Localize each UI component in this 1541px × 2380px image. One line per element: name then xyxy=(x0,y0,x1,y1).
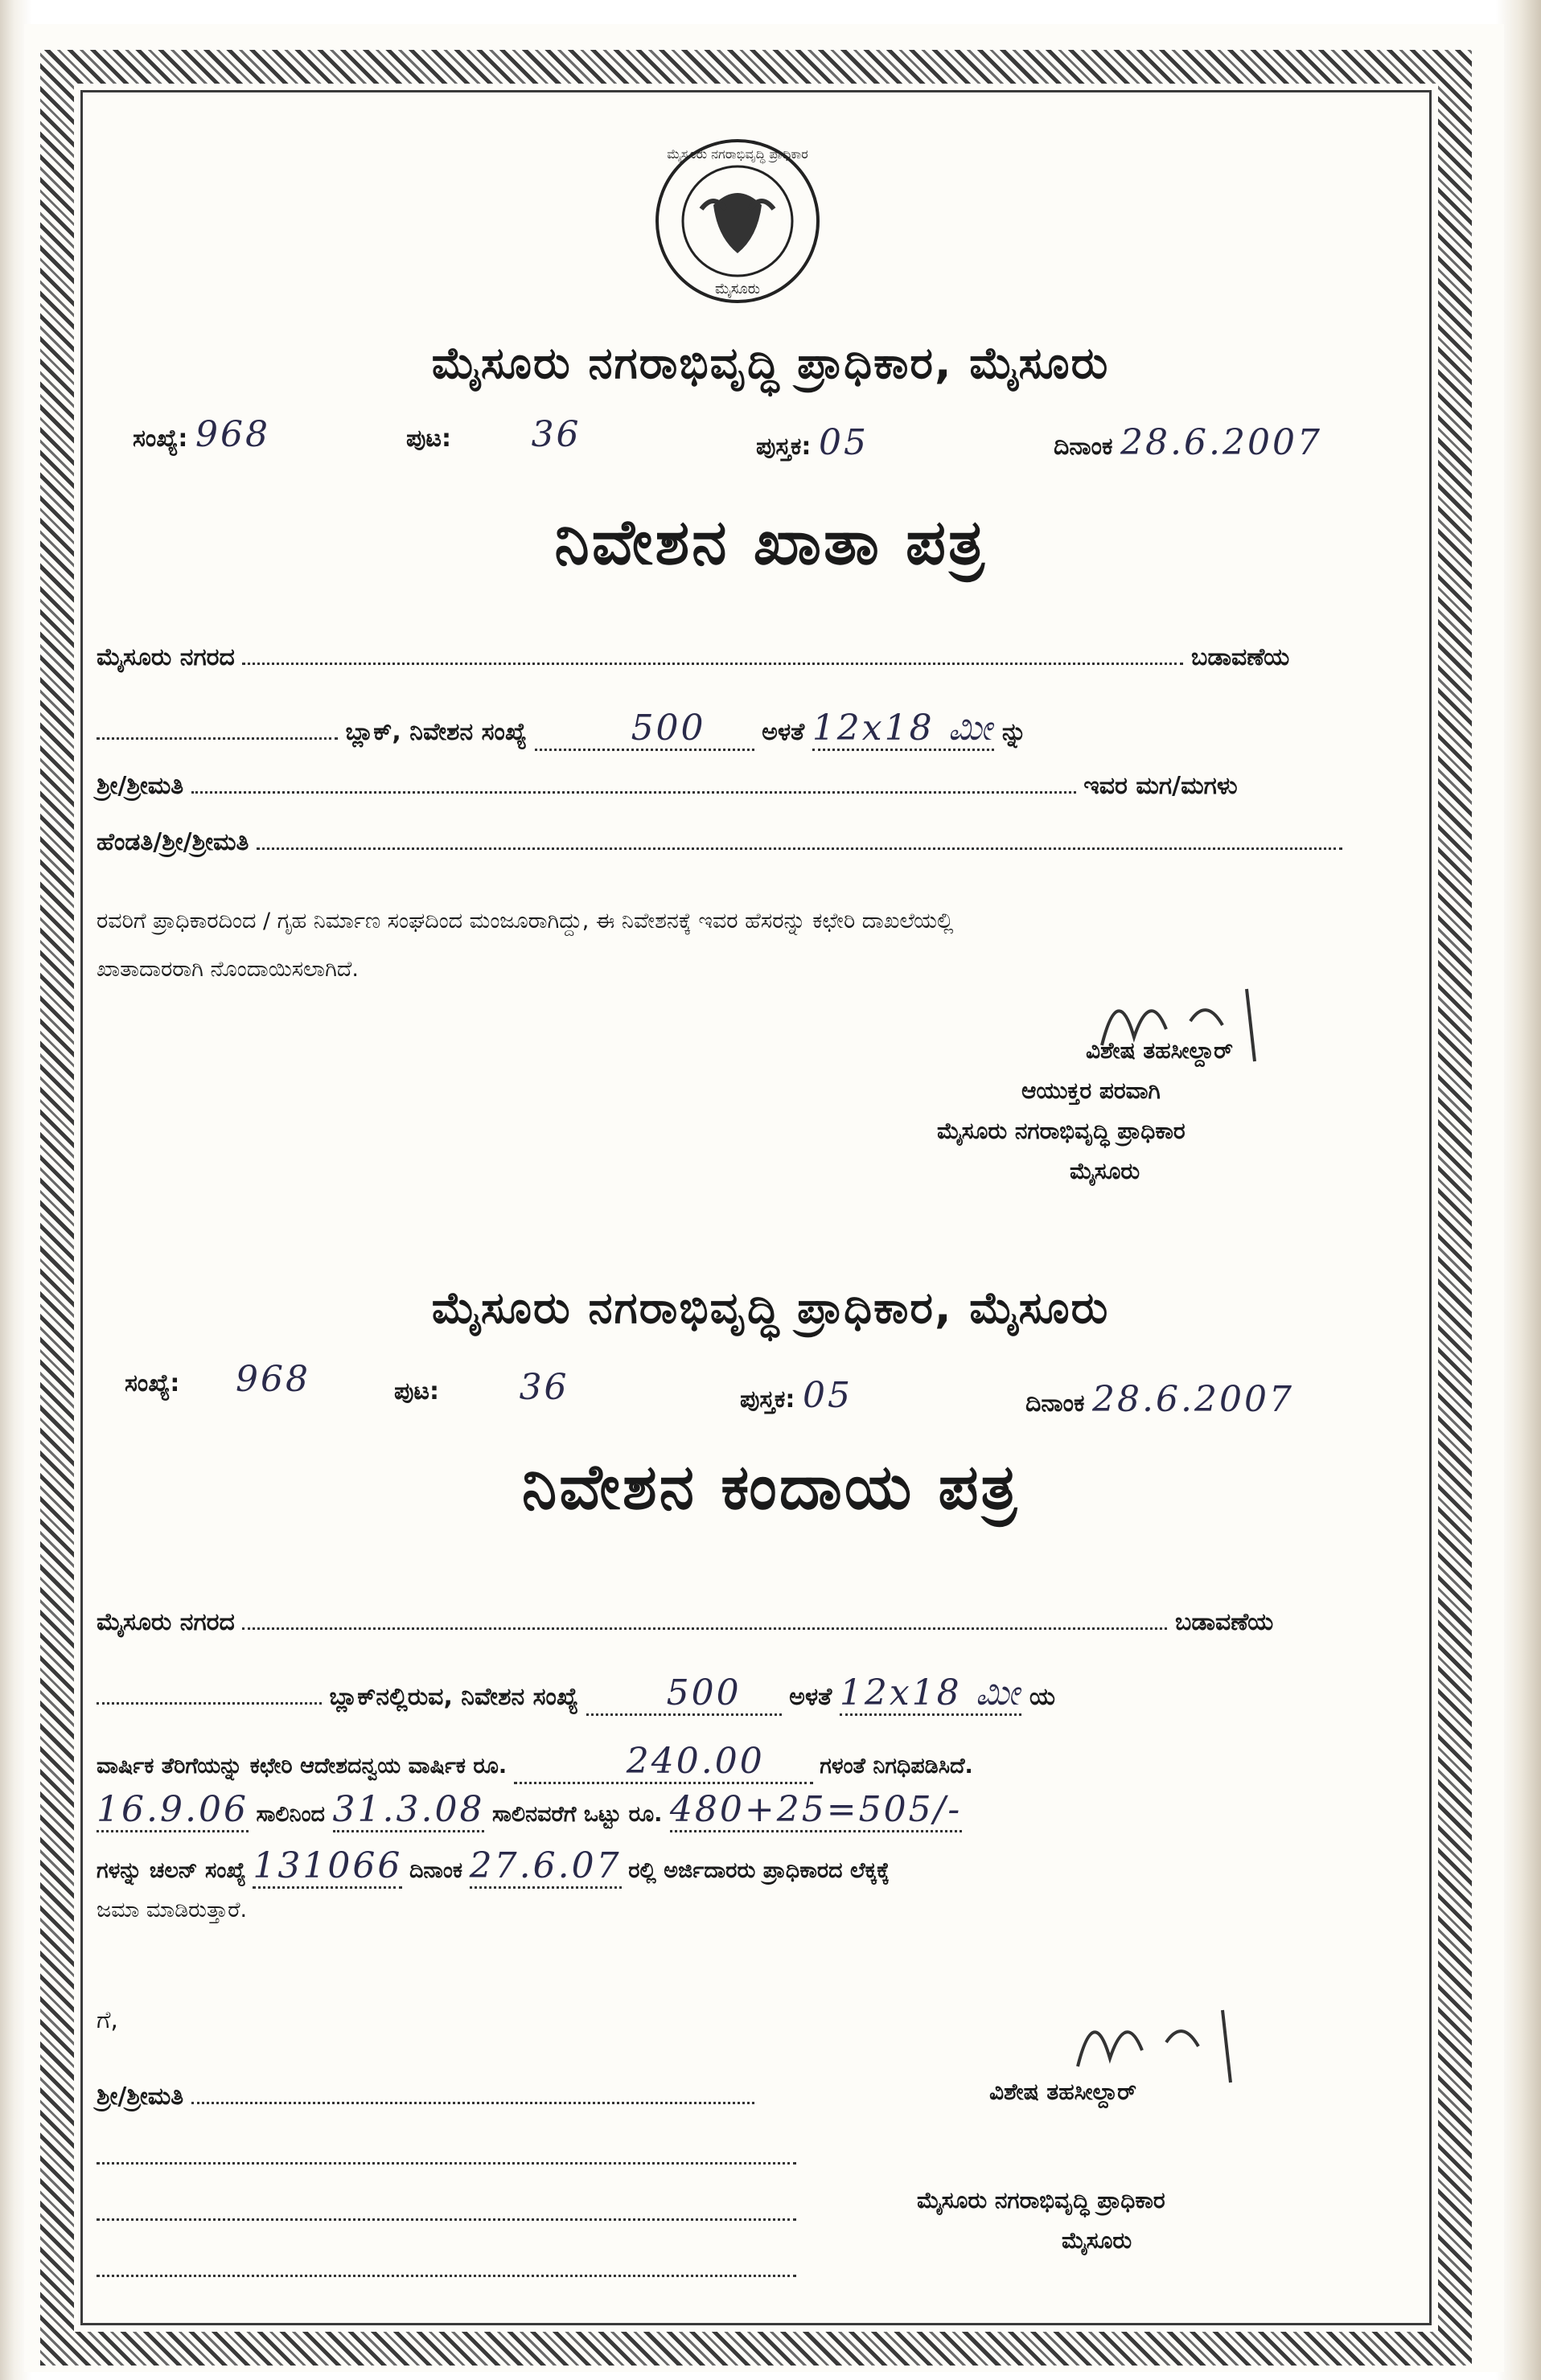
authority-heading-2: ಮೈಸೂರು ನಗರಾಭಿವೃದ್ಧಿ ಪ್ರಾಧಿಕಾರ, ಮೈಸೂರು xyxy=(431,1282,1110,1333)
kandaya-tax-label: ವಾರ್ಷಿಕ ತೆರಿಗೆಯನ್ನು ಕಛೇರಿ ಆದೇಶದನ್ವಯ ವಾರ್ಷಿಕ ರೂ. xyxy=(97,1754,508,1779)
kandaya-tax-row xyxy=(97,1741,973,1784)
khata-owner-row xyxy=(97,772,1238,800)
kandaya-address-line-3 xyxy=(97,2218,796,2221)
kandaya-address-line-2 xyxy=(97,2162,796,2165)
kandaya-size-label: ಅಳತೆ xyxy=(789,1683,832,1711)
khata-book-value: 05 xyxy=(818,422,869,463)
kandaya-sign-1: ವಿಶೇಷ ತಹಸೀಲ್ದಾರ್ xyxy=(989,2078,1137,2105)
authority-seal xyxy=(637,133,838,310)
kandaya-period-row xyxy=(97,1789,962,1832)
khata-sign-1: ವಿಶೇಷ ತಹಸೀಲ್ದಾರ್ xyxy=(1086,1037,1234,1064)
kandaya-challan-row xyxy=(97,1845,890,1889)
khata-block-row xyxy=(97,708,1026,751)
kandaya-book-label: ಪುಸ್ತಕ: xyxy=(740,1385,795,1414)
khata-sign-3: ಮೈಸೂರು ನಗರಾಭಿವೃದ್ಧಿ ಪ್ರಾಧಿಕಾರ xyxy=(937,1118,1186,1144)
kandaya-from-value: 16.9.06 xyxy=(97,1789,249,1832)
kandaya-book-row xyxy=(740,1375,853,1416)
kandaya-size-suffix: ಯ xyxy=(1029,1683,1056,1711)
kandaya-address-line-2-row xyxy=(97,2143,796,2171)
kandaya-challan-value: 131066 xyxy=(253,1845,402,1889)
kandaya-to-value: 31.3.08 xyxy=(333,1789,485,1832)
kandaya-challan-suffix-2: ಜಮಾ ಮಾಡಿರುತ್ತಾರೆ. xyxy=(97,1898,248,1922)
kandaya-tax-suffix: ಗಳಂತೆ ನಿಗಧಿಪಡಿಸಿದೆ. xyxy=(820,1754,973,1779)
seal-ring-text: ಮೈಸೂರು ನಗರಾಭಿವೃದ್ಧಿ ಪ್ರಾಧಿಕಾರ xyxy=(667,146,808,162)
khata-city-label: ಮೈಸೂರು ನಗರದ xyxy=(97,643,235,671)
khata-relation-label: ಇವರ ಮಗ/ಮಗಳು xyxy=(1083,772,1238,800)
kandaya-site-no: 500 xyxy=(586,1672,782,1716)
khata-body: ರವರಿಗೆ ಪ್ರಾಧಿಕಾರದಿಂದ / ಗೃಹ ನಿರ್ಮಾಣ ಸಂಘದಿಂದ ಮಂಜೂರಾಗಿದ್ದು, ಈ ನಿವೇಶನಕ್ಕೆ ಇವರ ಹೆಸರನ್ನು ಕಛೇರಿ ದಾಖಲೆಯಲ್ಲಿ xyxy=(97,909,954,934)
kandaya-address-row xyxy=(97,2082,754,2111)
khata-sign-4: ಮೈಸೂರು xyxy=(1070,1158,1140,1184)
khata-size-value: 12x18 ಮೀ xyxy=(812,708,995,751)
kandaya-total-value: 480+25=505/- xyxy=(670,1789,962,1832)
kandaya-address-line-1 xyxy=(191,2102,754,2104)
kandaya-tax-value: 240.00 xyxy=(514,1741,813,1784)
kandaya-address-line-4 xyxy=(97,2275,796,2277)
khata-ref-row xyxy=(133,414,270,455)
kandaya-page-row xyxy=(394,1367,569,1408)
khata-block-label: ಬ್ಲಾಕ್, ನಿವೇಶನ ಸಂಖ್ಯೆ xyxy=(345,718,528,746)
khata-block-field xyxy=(97,737,338,740)
khata-site-no: 500 xyxy=(535,708,754,751)
khata-city-row xyxy=(97,643,1289,671)
kandaya-block-row xyxy=(97,1672,1055,1716)
khata-book-row xyxy=(756,422,869,463)
kandaya-no-label: ಸಂಖ್ಯೆ: xyxy=(125,1369,180,1397)
khata-owner-field xyxy=(191,791,1076,794)
khata-spouse-field xyxy=(257,847,1342,850)
kandaya-ref-row xyxy=(125,1359,310,1400)
khata-spouse-row xyxy=(97,828,1342,856)
kandaya-book-value: 05 xyxy=(802,1375,853,1416)
khata-sign-2: ಆಯುಕ್ತರ ಪರವಾಗಿ xyxy=(1021,1077,1161,1104)
khata-owner-label: ಶ್ರೀ/ಶ್ರೀಮತಿ xyxy=(97,772,184,800)
kandaya-sign-2: ಮೈಸೂರು ನಗರಾಭಿವೃದ್ಧಿ ಪ್ರಾಧಿಕಾರ xyxy=(917,2187,1165,2214)
khata-spouse-label: ಹೆಂಡತಿ/ಶ್ರೀ/ಶ್ರೀಮತಿ xyxy=(97,828,249,856)
kandaya-challan-label: ಗಳನ್ನು ಚಲನ್ ಸಂಖ್ಯೆ xyxy=(97,1858,246,1883)
khata-no-value: 968 xyxy=(195,414,270,455)
kandaya-locality-suffix: ಬಡಾವಣೆಯ xyxy=(1175,1608,1274,1636)
kandaya-size-value: 12x18 ಮೀ xyxy=(840,1672,1022,1716)
kandaya-block-label: ಬ್ಲಾಕ್‌ನಲ್ಲಿರುವ, ನಿವೇಶನ ಸಂಖ್ಯೆ xyxy=(329,1683,579,1711)
khata-date-value: 28.6.2007 xyxy=(1120,422,1322,463)
khata-date-row xyxy=(1054,422,1322,463)
kandaya-page-label: ಪುಟ: xyxy=(394,1377,440,1405)
kandaya-date-value: 28.6.2007 xyxy=(1092,1379,1294,1420)
kandaya-no-value: 968 xyxy=(235,1359,310,1400)
khata-page-label: ಪುಟ: xyxy=(406,425,452,453)
khata-book-label: ಪುಸ್ತಕ: xyxy=(756,433,812,461)
khata-size-label: ಅಳತೆ xyxy=(762,718,805,746)
khata-locality-suffix: ಬಡಾವಣೆಯ xyxy=(1191,643,1290,671)
kandaya-locality-field xyxy=(242,1627,1167,1630)
kandaya-page-value: 36 xyxy=(519,1367,569,1408)
kandaya-address-label: ಶ್ರೀ/ಶ್ರೀಮತಿ xyxy=(97,2082,184,2111)
kandaya-block-field xyxy=(97,1702,322,1705)
khata-page-value: 36 xyxy=(531,414,581,455)
kandaya-address-line-4-row xyxy=(97,2255,796,2284)
khata-body-2: ಖಾತಾದಾರರಾಗಿ ನೊಂದಾಯಿಸಲಾಗಿದೆ. xyxy=(97,957,359,982)
kandaya-sign-3: ಮೈಸೂರು xyxy=(1062,2227,1132,2254)
authority-heading-1: ಮೈಸೂರು ನಗರಾಭಿವೃದ್ಧಿ ಪ್ರಾಧಿಕಾರ, ಮೈಸೂರು xyxy=(431,338,1110,388)
kandaya-to-label: ಸಾಲಿನವರೆಗೆ ಒಟ್ಟು ರೂ. xyxy=(492,1802,663,1827)
khata-no-label: ಸಂಖ್ಯೆ: xyxy=(133,425,188,453)
kandaya-to-heading: ಗೆ, xyxy=(97,2006,118,2034)
kandaya-challan-date-label: ದಿನಾಂಕ xyxy=(409,1858,463,1883)
kandaya-date-row xyxy=(1025,1379,1294,1420)
kandaya-from-label: ಸಾಲಿನಿಂದ xyxy=(256,1802,325,1827)
khata-date-label: ದಿನಾಂಕ xyxy=(1054,433,1113,461)
khata-size-suffix: ನ್ನು xyxy=(1001,718,1027,746)
khata-title: ನಿವೇಶನ ಖಾತಾ ಪತ್ರ xyxy=(554,507,987,579)
khata-locality-field xyxy=(242,663,1183,665)
kandaya-date-label: ದಿನಾಂಕ xyxy=(1025,1389,1085,1418)
kandaya-city-row xyxy=(97,1608,1273,1636)
kandaya-city-label: ಮೈಸೂರು ನಗರದ xyxy=(97,1608,235,1636)
kandaya-address-line-3-row xyxy=(97,2199,796,2227)
seal-bottom-text: ಮೈಸೂರು xyxy=(715,281,760,298)
kandaya-challan-suffix: ರಲ್ಲಿ ಅರ್ಜಿದಾರರು ಪ್ರಾಧಿಕಾರದ ಲೆಕ್ಕಕ್ಕೆ xyxy=(628,1858,890,1883)
khata-page-row xyxy=(406,414,581,455)
kandaya-challan-date-value: 27.6.07 xyxy=(470,1845,622,1889)
kandaya-title: ನಿವೇಶನ ಕಂದಾಯ ಪತ್ರ xyxy=(521,1451,1020,1524)
